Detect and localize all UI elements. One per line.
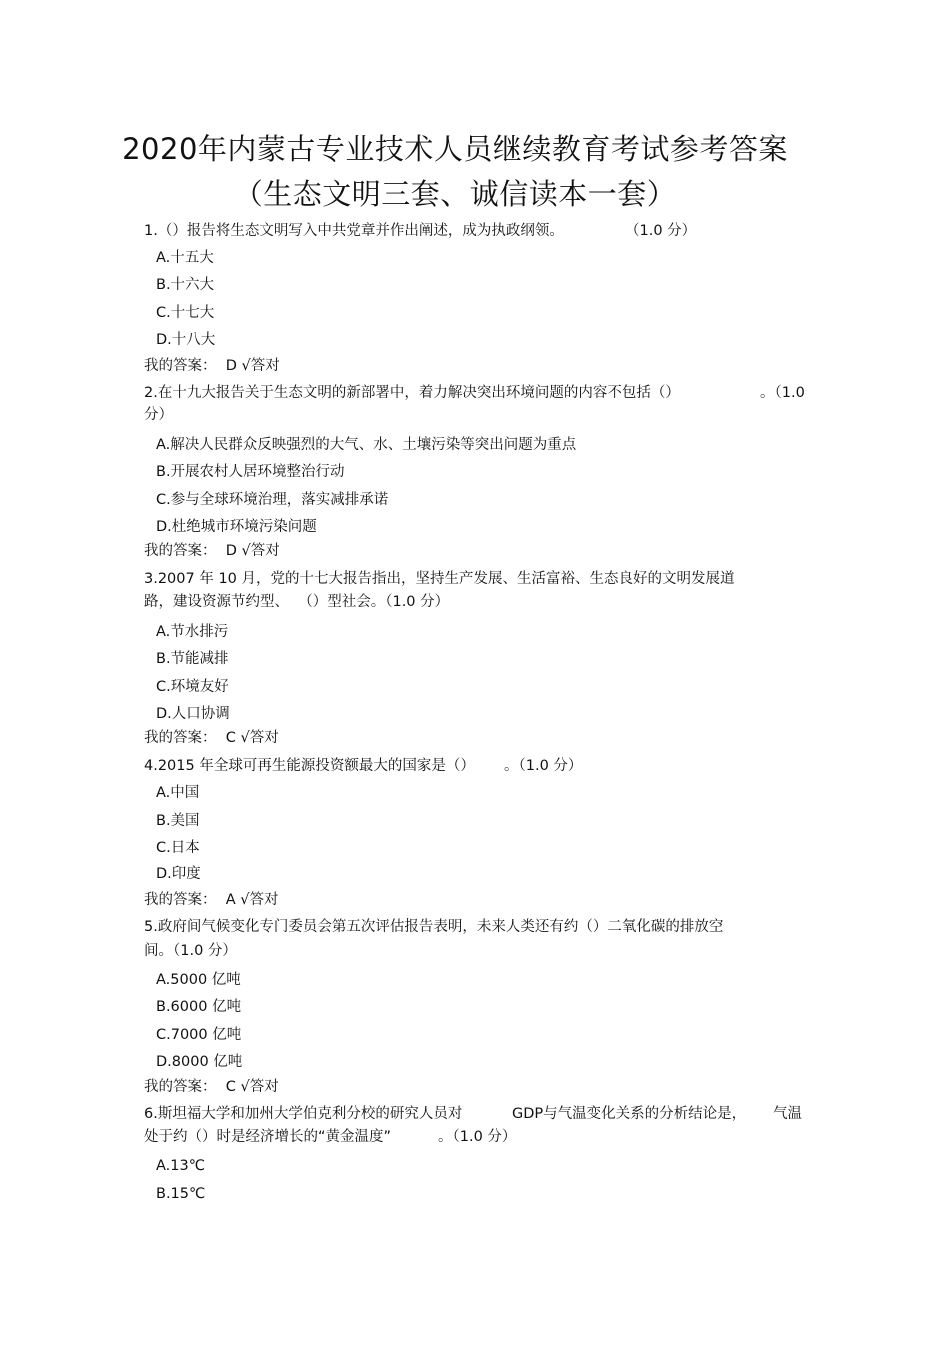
question-2-text: 2.在十九大报告关于生态文明的新部署中，着力解决突出环境问题的内容不包括（） xyxy=(144,385,680,401)
question-3-option-a: A.节水排污 xyxy=(156,624,229,640)
question-3-option-d: D.人口协调 xyxy=(156,706,230,722)
question-5-answer: 我的答案： C √答对 xyxy=(144,1079,279,1095)
document-title: 2020年内蒙古专业技术人员继续教育考试参考答案 xyxy=(122,132,788,166)
question-1-option-d: D.十八大 xyxy=(156,332,216,348)
question-4-text: 4.2015 年全球可再生能源投资额最大的国家是（） xyxy=(144,758,475,774)
question-2-option-d: D.杜绝城市环境污染问题 xyxy=(156,519,317,535)
question-1-score: （1.0 分） xyxy=(625,223,697,239)
question-4-score: 。（1.0 分） xyxy=(504,758,583,774)
question-4-option-c: C.日本 xyxy=(156,840,200,856)
question-6-score: 。（1.0 分） xyxy=(438,1129,517,1145)
question-6-text-end: 气温 xyxy=(773,1106,802,1122)
document-subtitle: （生态文明三套、诚信读本一套） xyxy=(233,177,677,211)
question-5-option-d: D.8000 亿吨 xyxy=(156,1054,243,1070)
question-4-option-d: D.印度 xyxy=(156,866,201,882)
question-1-text: 1.（）报告将生态文明写入中共党章并作出阐述，成为执政纲领。 xyxy=(144,223,564,239)
question-2-score-cont: 分） xyxy=(144,407,173,423)
question-5-option-a: A.5000 亿吨 xyxy=(156,972,241,988)
question-5-text: 5.政府间气候变化专门委员会第五次评估报告表明，未来人类还有约（）二氧化碳的排放空 xyxy=(144,919,724,935)
question-4-option-a: A.中国 xyxy=(156,785,200,801)
question-6-text-cont: 处于约（）时是经济增长的“黄金温度” xyxy=(144,1129,392,1145)
question-4-answer: 我的答案： A √答对 xyxy=(144,892,279,908)
question-2-answer: 我的答案： D √答对 xyxy=(144,543,280,559)
question-3-text-cont: 路，建设资源节约型、 （）型社会。（1.0 分） xyxy=(144,594,450,610)
question-6-text: 6.斯坦福大学和加州大学伯克利分校的研究人员对 xyxy=(144,1106,463,1122)
question-6-option-a: A.13℃ xyxy=(156,1158,206,1174)
question-2-option-b: B.开展农村人居环境整治行动 xyxy=(156,464,345,480)
question-1-option-b: B.十六大 xyxy=(156,277,215,293)
question-5-option-b: B.6000 亿吨 xyxy=(156,999,242,1015)
question-4-option-b: B.美国 xyxy=(156,813,200,829)
question-5-text-cont: 间。（1.0 分） xyxy=(144,943,237,959)
question-5-option-c: C.7000 亿吨 xyxy=(156,1027,242,1043)
question-2-option-c: C.参与全球环境治理，落实减排承诺 xyxy=(156,492,389,508)
question-1-answer: 我的答案： D √答对 xyxy=(144,358,280,374)
question-6-text-mid: GDP与气温变化关系的分析结论是， xyxy=(512,1106,747,1122)
question-1-option-a: A.十五大 xyxy=(156,250,214,266)
question-1-option-c: C.十七大 xyxy=(156,305,215,321)
question-3-text: 3.2007 年 10 月，党的十七大报告指出，坚持生产发展、生活富裕、生态良好的文明发展道 xyxy=(144,571,735,587)
question-6-option-b: B.15℃ xyxy=(156,1186,206,1202)
question-2-option-a: A.解决人民群众反映强烈的大气、水、土壤污染等突出问题为重点 xyxy=(156,437,577,453)
question-3-option-b: B.节能减排 xyxy=(156,651,229,667)
question-3-option-c: C.环境友好 xyxy=(156,679,229,695)
question-3-answer: 我的答案： C √答对 xyxy=(144,730,279,746)
question-2-score: 。（1.0 xyxy=(760,385,805,401)
